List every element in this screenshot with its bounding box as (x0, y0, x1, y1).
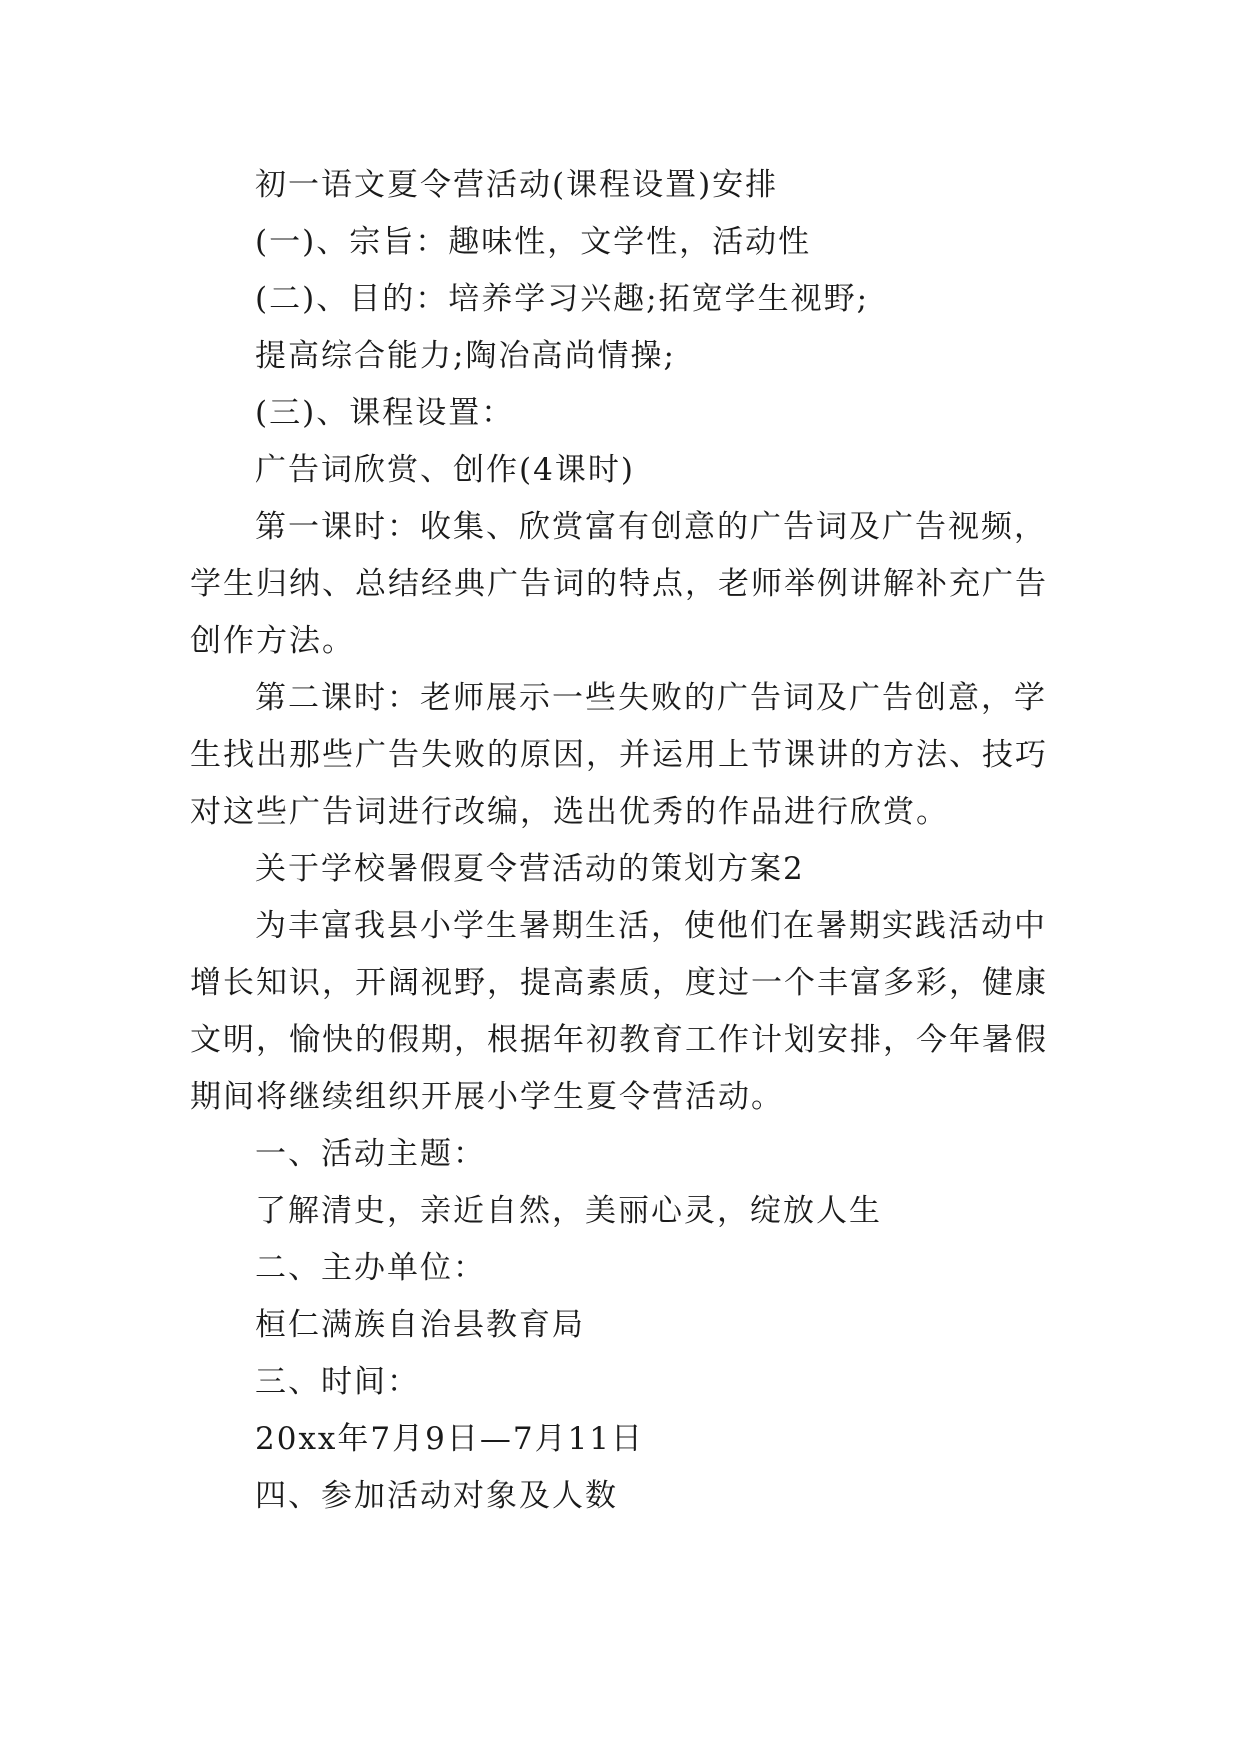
paragraph-lesson-one-line-2: 学生归纳、总结经典广告词的特点，老师举例讲解补充广告 (190, 566, 1048, 602)
paragraph-intro-line-1: 为丰富我县小学生暑期生活，使他们在暑期实践活动中 (255, 908, 1047, 944)
paragraph-organizer: 桓仁满族自治县教育局 (255, 1307, 585, 1343)
paragraph-goal-continued: 提高综合能力;陶冶高尚情操; (255, 338, 676, 374)
paragraph-lesson-two-line-1: 第二课时：老师展示一些失败的广告词及广告创意，学 (255, 680, 1047, 716)
heading-course-arrangement: 初一语文夏令营活动(课程设置)安排 (255, 167, 779, 203)
paragraph-purpose: (一)、宗旨：趣味性，文学性，活动性 (255, 224, 812, 260)
paragraph-lesson-two-line-2: 生找出那些广告失败的原因，并运用上节课讲的方法、技巧 (190, 737, 1048, 773)
paragraph-course-setup: (三)、课程设置： (255, 395, 515, 431)
heading-plan-2: 关于学校暑假夏令营活动的策划方案2 (255, 851, 805, 887)
section-heading-theme: 一、活动主题： (255, 1136, 486, 1172)
paragraph-lesson-two-line-3: 对这些广告词进行改编，选出优秀的作品进行欣赏。 (190, 794, 949, 830)
paragraph-intro-line-4: 期间将继续组织开展小学生夏令营活动。 (190, 1079, 784, 1115)
paragraph-lesson-one-line-1: 第一课时：收集、欣赏富有创意的广告词及广告视频， (255, 509, 1047, 545)
section-heading-organizer: 二、主办单位： (255, 1250, 486, 1286)
paragraph-intro-line-2: 增长知识，开阔视野，提高素质，度过一个丰富多彩，健康 (190, 965, 1048, 1001)
paragraph-lesson-one-line-3: 创作方法。 (190, 623, 355, 659)
paragraph-goal: (二)、目的：培养学习兴趣;拓宽学生视野; (255, 281, 870, 317)
paragraph-intro-line-3: 文明，愉快的假期，根据年初教育工作计划安排，今年暑假 (190, 1022, 1048, 1058)
paragraph-time: 20xx年7月9日—7月11日 (255, 1421, 645, 1457)
section-heading-time: 三、时间： (255, 1364, 420, 1400)
paragraph-ad-appreciation: 广告词欣赏、创作(4课时) (255, 452, 635, 488)
paragraph-theme: 了解清史，亲近自然，美丽心灵，绽放人生 (255, 1193, 882, 1229)
section-heading-participants: 四、参加活动对象及人数 (255, 1478, 618, 1514)
